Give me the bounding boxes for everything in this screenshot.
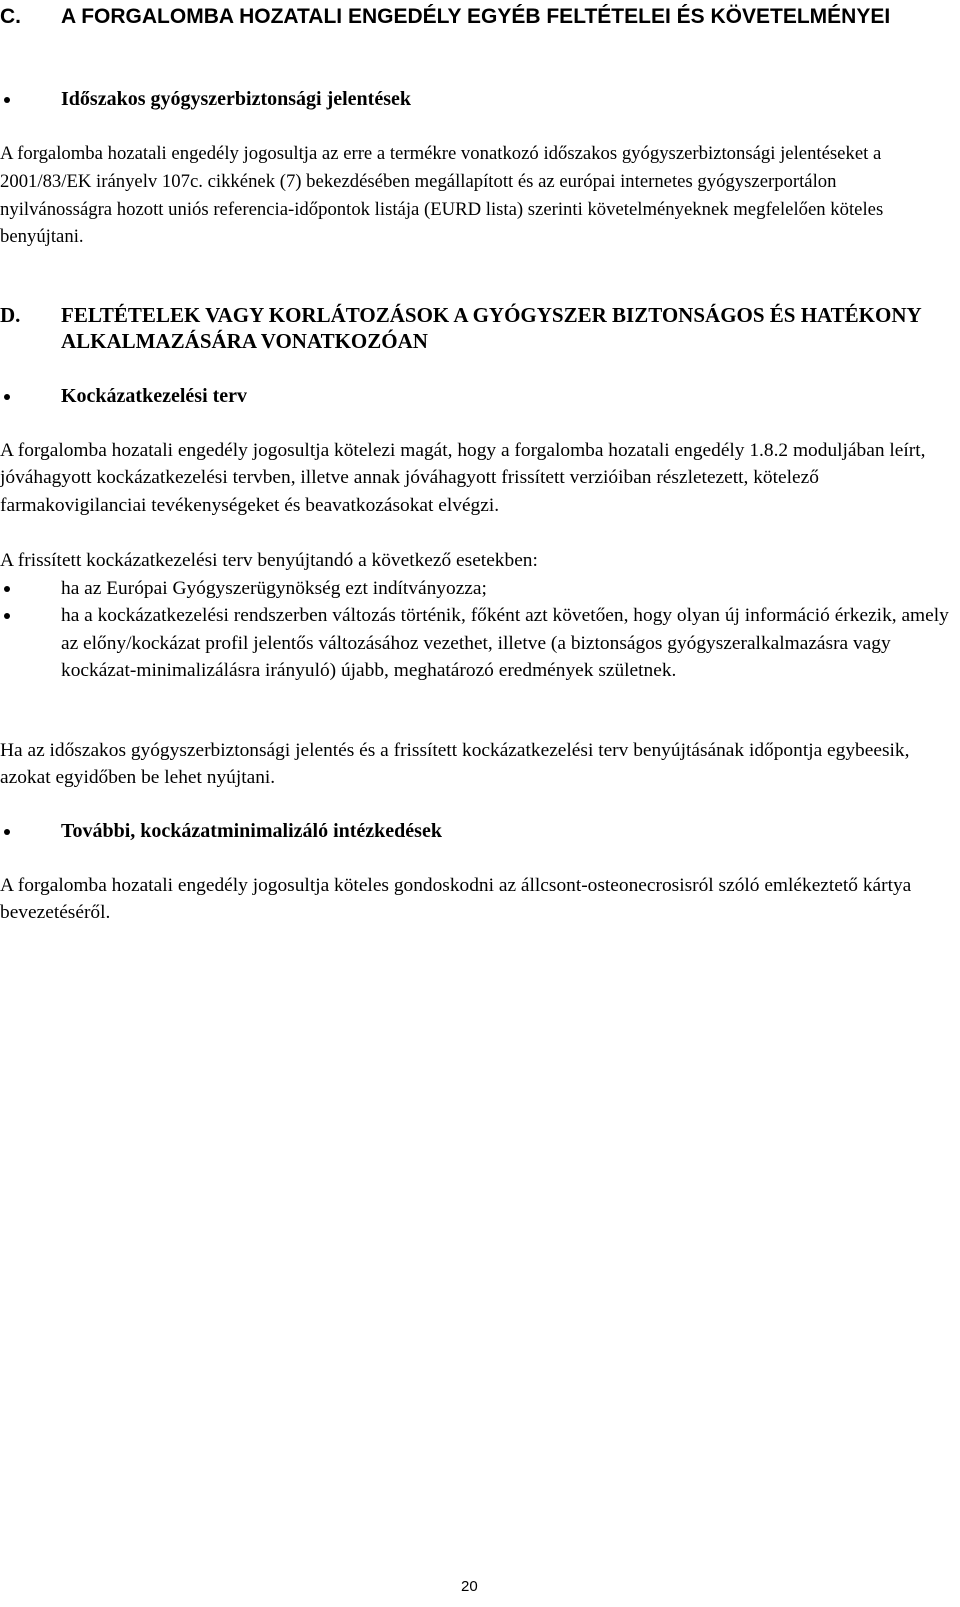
section-c-title: A FORGALOMBA HOZATALI ENGEDÉLY EGYÉB FELTÉTELEI ÉS KÖVETELMÉNYEI [61,5,891,28]
bullet-icon [4,97,10,103]
page-number: 20 [461,1578,478,1595]
bullet-icon [4,829,10,835]
rmp-subheading [0,383,950,409]
psur-subheading [0,86,950,112]
rmp-update-list [0,575,950,684]
list-item-text: ha az Európai Gyógyszerügynökség ezt indítványozza; [61,578,487,599]
section-c-number: C. [0,5,21,28]
submission-paragraph: Ha az időszakos gyógyszerbiztonsági jelentés és a frissített kockázatkezelési terv benyújtásának időpontja egybeesik, azokat egyidőben be lehet nyújtani. [0,740,910,789]
rmp-subheading-label: Kockázatkezelési terv [61,385,248,407]
psur-subheading-label: Időszakos gyógyszerbiztonsági jelentések [61,88,411,110]
list-item [0,575,950,602]
rmp-paragraph: A forgalomba hozatali engedély jogosultja kötelezi magát, hogy a forgalomba hozatali engedély 1.8.2 moduljában leírt, jóváhagyott kockázatkezelési tervben, illetve annak jóváhagyott frissített verzióiban részletezett, kötelező farmakovigilanciai tevékenységeket és beavatkozásokat elvégzi. [0,440,926,516]
list-item-text: ha a kockázatkezelési rendszerben változás történik, főként azt követően, hogy olyan új információ érkezik, amely az előny/kockázat profil jelentős változásához vezethet, illetve (a biztonságos gyógyszeralkalmazásra vagy kockázat-minimalizálásra irányuló) újabb, meghatározó eredmények születnek. [61,605,949,681]
rmp-update-intro: A frissített kockázatkezelési terv benyújtandó a következő esetekben: [0,550,538,571]
section-c-heading [0,4,950,60]
section-d-heading [0,302,950,358]
bullet-icon [4,613,10,619]
risk-minimisation-subheading [0,818,950,844]
list-item [0,602,950,684]
section-d-title: FELTÉTELEK VAGY KORLÁTOZÁSOK A GYÓGYSZER BIZTONSÁGOS ÉS HATÉKONY ALKALMAZÁSÁRA VONATKOZÓAN [61,303,921,353]
bullet-icon [4,394,10,400]
psur-paragraph: A forgalomba hozatali engedély jogosultja az erre a termékre vonatkozó időszakos gyógyszerbiztonsági jelentéseket a 2001/83/EK irányelv 107c. cikkének (7) bekezdésében megállapított és az európai internetes gyógyszerportálon nyilvánosságra hozott uniós referencia-időpontok listája (EURD lista) szerinti követelményeknek megfelelően köteles benyújtani. [0,143,884,248]
section-d-number: D. [0,303,21,327]
reminder-card-paragraph: A forgalomba hozatali engedély jogosultja köteles gondoskodni az állcsont-osteonecrosisról szóló emlékeztető kártya bevezetéséről. [0,875,912,924]
bullet-icon [4,586,10,592]
risk-minimisation-subheading-label: További, kockázatminimalizáló intézkedések [61,820,442,842]
